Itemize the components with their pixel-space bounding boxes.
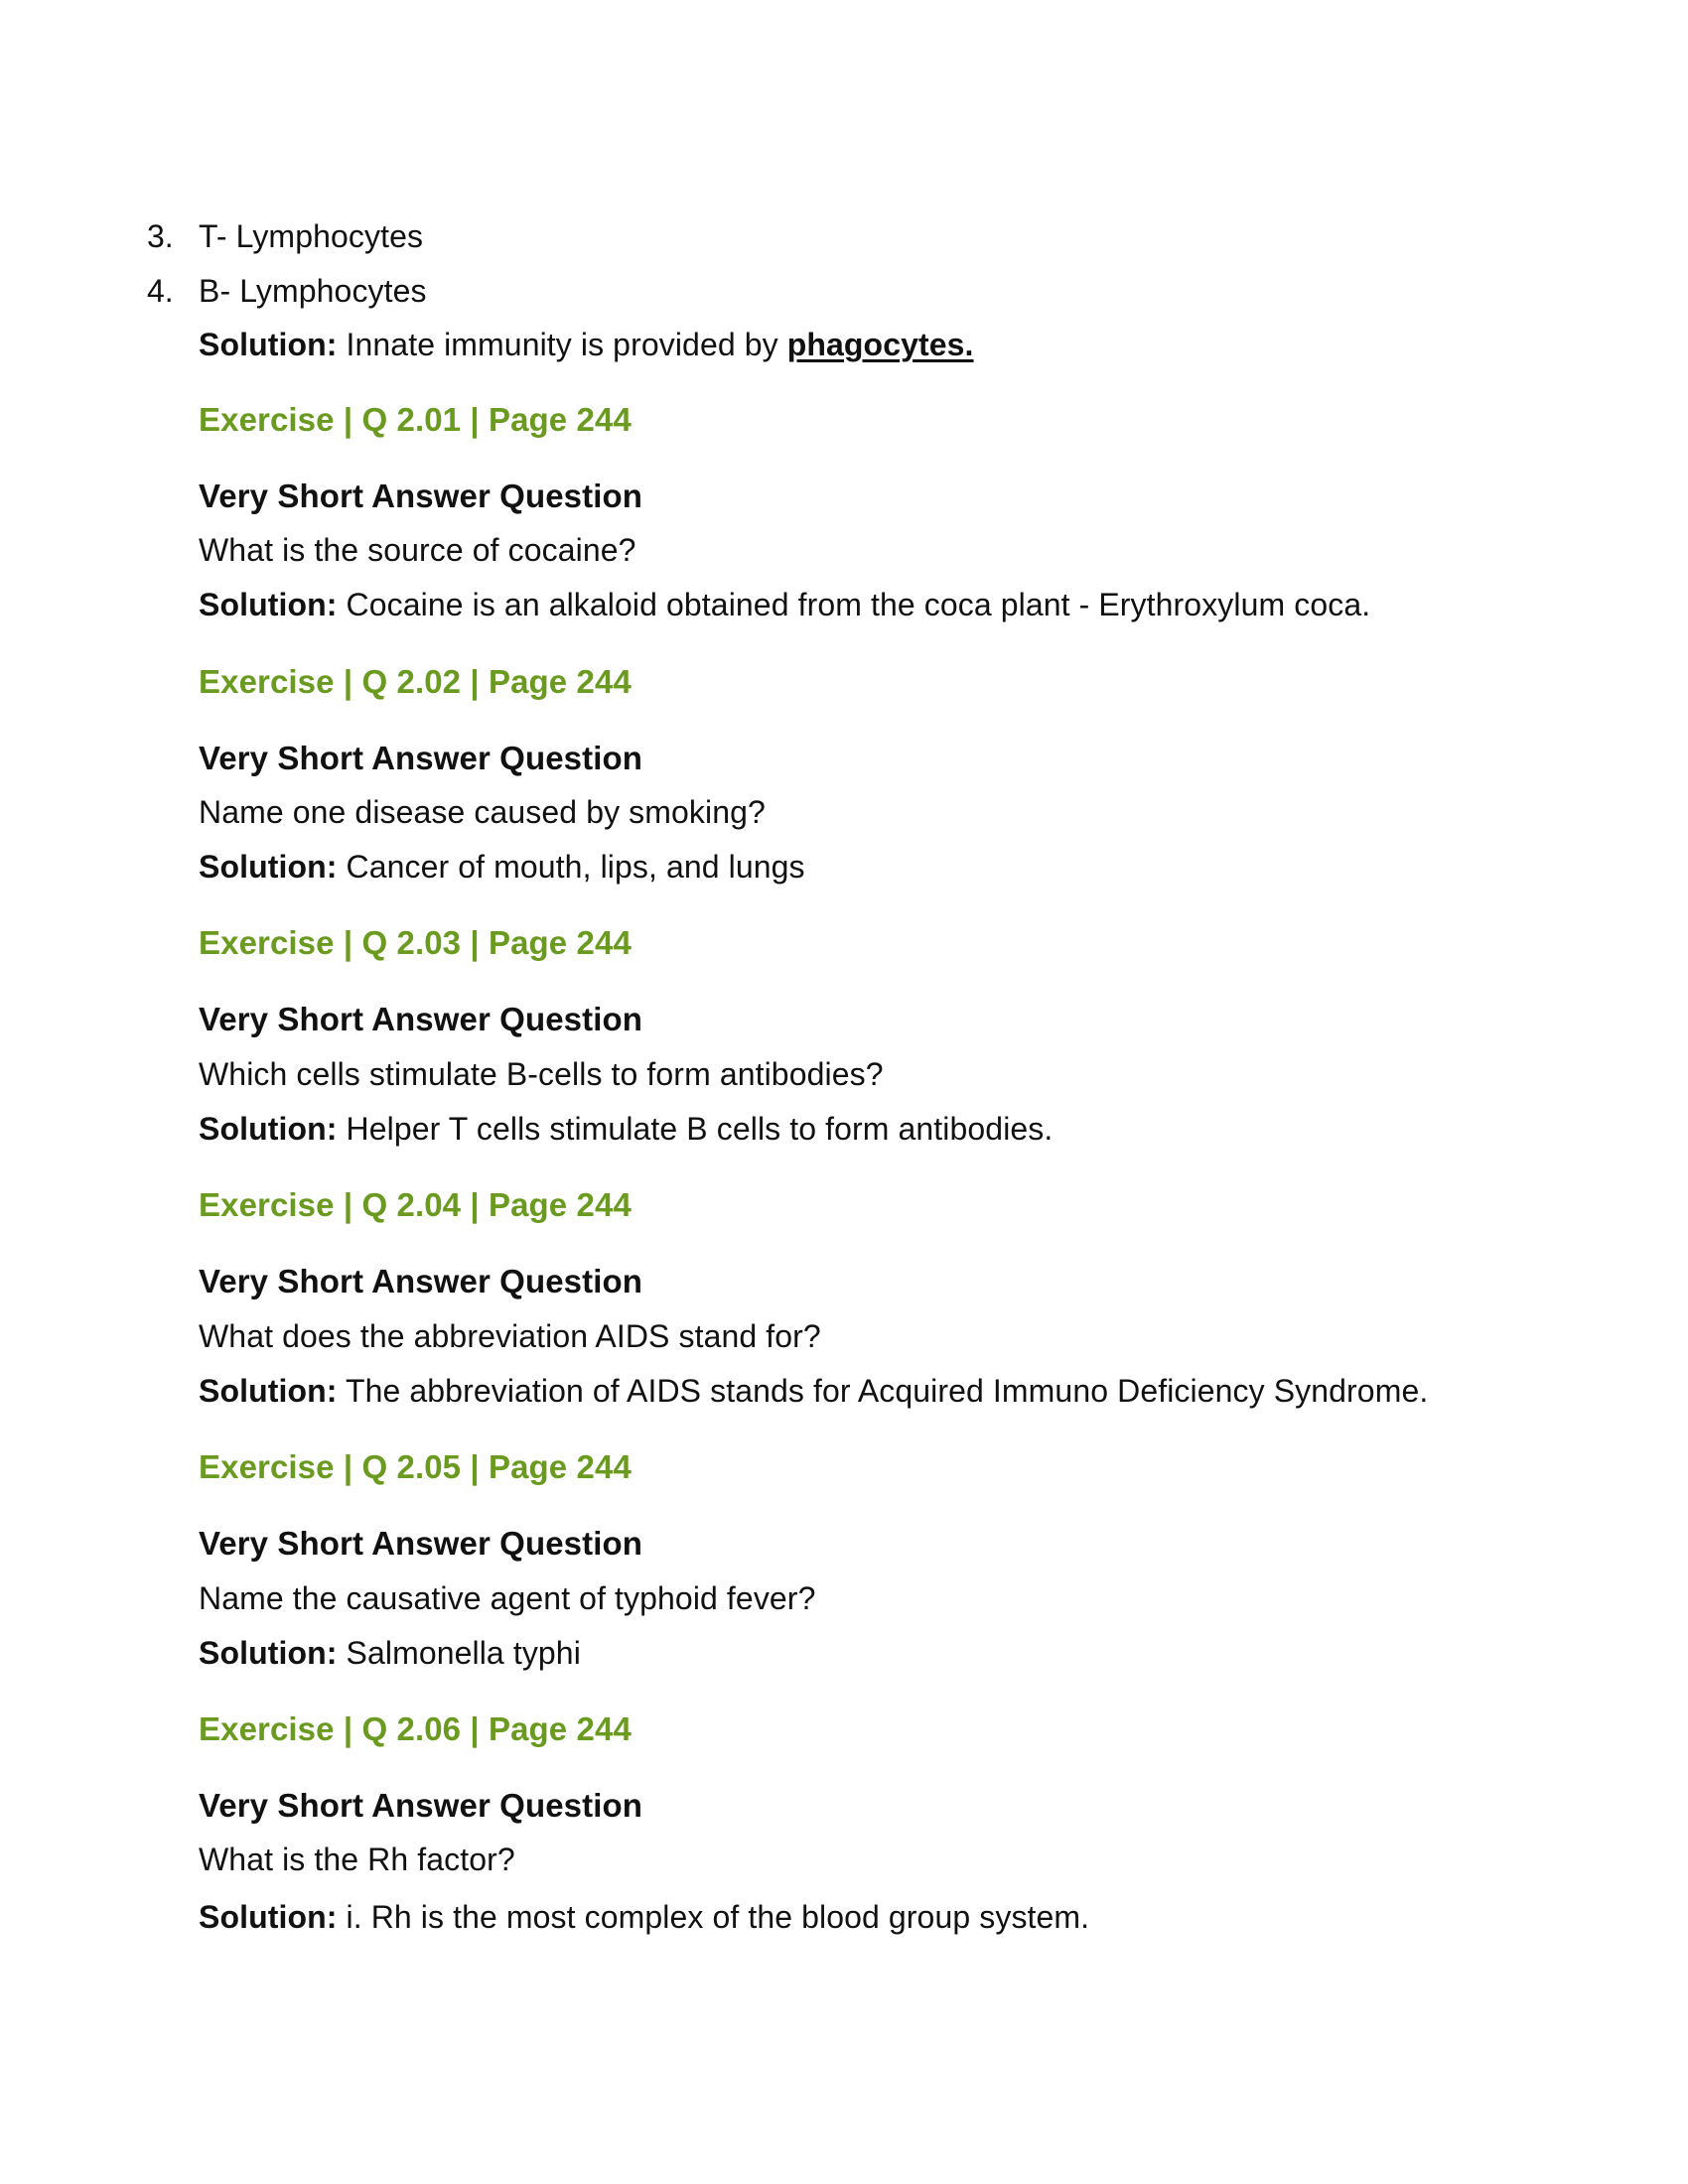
exercise-heading: Exercise | Q 2.02 | Page 244 [199,663,632,700]
option-text: T- Lymphocytes [199,218,424,254]
exercise-heading: Exercise | Q 2.03 | Page 244 [199,924,632,961]
question-text: Which cells stimulate B-cells to form antibodies? [199,1056,884,1092]
question-type: Very Short Answer Question [199,1263,642,1299]
solution-label: Solution: [199,849,338,885]
solution-text: i. Rh is the most complex of the blood group system. [337,1899,1090,1935]
solution [199,1113,1053,1145]
exercise-heading: Exercise | Q 2.01 | Page 244 [199,401,632,438]
question-type: Very Short Answer Question [199,1001,642,1037]
solution-text: Helper T cells stimulate B cells to form antibodies. [337,1111,1054,1147]
solution [199,589,1370,620]
question-text: What is the source of cocaine? [199,532,636,568]
question-type: Very Short Answer Question [199,478,642,514]
exercise-heading: Exercise | Q 2.04 | Page 244 [199,1186,632,1223]
question-text: What does the abbreviation AIDS stand for? [199,1318,821,1354]
solution [199,1637,581,1669]
solution [199,1375,1428,1407]
exercise-heading: Exercise | Q 2.06 | Page 244 [199,1710,632,1747]
question-type: Very Short Answer Question [199,1525,642,1562]
solution-label: Solution: [199,1111,338,1147]
option-number: 4. [147,273,174,309]
exercise-heading: Exercise | Q 2.05 | Page 244 [199,1448,632,1485]
option-number: 3. [147,218,174,254]
solution-text: Cancer of mouth, lips, and lungs [337,849,805,885]
question-text: What is the Rh factor? [199,1842,515,1877]
solution-text: Cocaine is an alkaloid obtained from the coca plant - Erythroxylum coca. [337,587,1371,622]
question-type: Very Short Answer Question [199,740,642,776]
option-text: B- Lymphocytes [199,273,427,309]
solution [199,851,805,883]
solution [199,1901,1089,1933]
solution-label: Solution: [199,1373,338,1409]
solution-label: Solution: [199,1899,338,1935]
solution-emphasis: phagocytes. [786,327,974,362]
solution-text: Innate immunity is provided by [337,327,787,362]
solution-text: Salmonella typhi [337,1635,581,1671]
solution-label: Solution: [199,587,338,622]
solution-label: Solution: [199,327,338,362]
question-type: Very Short Answer Question [199,1787,642,1824]
question-text: Name the causative agent of typhoid fever? [199,1580,816,1616]
solution-label: Solution: [199,1635,338,1671]
question-text: Name one disease caused by smoking? [199,794,766,830]
intro-solution [199,329,974,360]
solution-text: The abbreviation of AIDS stands for Acquired Immuno Deficiency Syndrome. [337,1373,1429,1409]
